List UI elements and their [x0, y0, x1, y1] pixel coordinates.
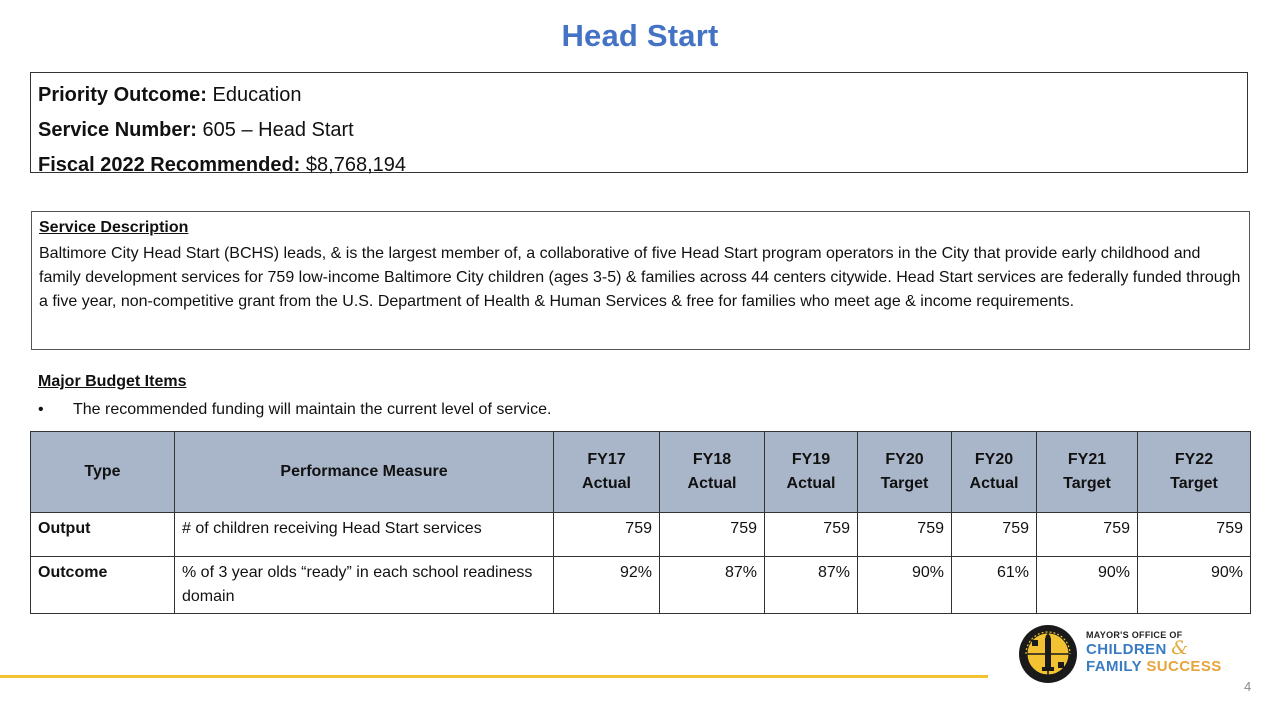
- header-fy20-actual: FY20 Actual: [952, 432, 1037, 513]
- fiscal-recommended-line: [38, 148, 1240, 183]
- priority-outcome-line: [38, 78, 1240, 113]
- row-type-cell: Output: [31, 513, 175, 557]
- header-type: Type: [31, 432, 175, 513]
- value-cell: 759: [1037, 513, 1138, 557]
- value-cell: 759: [858, 513, 952, 557]
- value-cell: 90%: [1037, 557, 1138, 614]
- service-description-box: [31, 211, 1250, 350]
- value-cell: 759: [1138, 513, 1251, 557]
- value-cell: 759: [660, 513, 765, 557]
- page-title: Head Start: [561, 18, 719, 53]
- value-cell: 87%: [660, 557, 765, 614]
- logo-wordmark: [1086, 630, 1222, 675]
- major-budget-items-heading: Major Budget Items: [38, 373, 187, 390]
- header-fy18-actual: FY18 Actual: [660, 432, 765, 513]
- logo-line-3: FAMILY SUCCESS: [1086, 658, 1222, 675]
- value-cell: 92%: [554, 557, 660, 614]
- service-number-label: Service Number:: [38, 119, 197, 141]
- row-measure-cell: % of 3 year olds “ready” in each school readiness domain: [175, 557, 554, 614]
- service-number-value: 605 – Head Start: [202, 119, 354, 141]
- logo-line-1: MAYOR'S OFFICE OF: [1086, 630, 1183, 640]
- fiscal-recommended-value: $8,768,194: [305, 154, 407, 176]
- table-row: [31, 513, 1251, 557]
- table-row: [31, 557, 1251, 614]
- header-fy22-target: FY22 Target: [1138, 432, 1251, 513]
- priority-outcome-value: Education: [212, 84, 302, 106]
- performance-measures-table: [30, 431, 1251, 614]
- value-cell: 759: [765, 513, 858, 557]
- row-measure-cell: # of children receiving Head Start services: [175, 513, 554, 557]
- service-info-box: [30, 72, 1248, 176]
- mayors-office-logo: [1018, 624, 1258, 684]
- service-description-heading: Service Description: [39, 219, 189, 236]
- budget-item-text: The recommended funding will maintain the current level of service.: [73, 401, 552, 418]
- value-cell: 759: [554, 513, 660, 557]
- priority-outcome-label: Priority Outcome:: [38, 84, 207, 106]
- baltimore-city-seal-icon: [1018, 624, 1078, 684]
- value-cell: 90%: [858, 557, 952, 614]
- value-cell: 61%: [952, 557, 1037, 614]
- table-header-row: [31, 432, 1251, 513]
- header-fy20-target: FY20 Target: [858, 432, 952, 513]
- accent-divider-line: [0, 675, 988, 678]
- row-type-cell: Outcome: [31, 557, 175, 614]
- logo-line-2: CHILDREN &: [1086, 637, 1189, 659]
- value-cell: 90%: [1138, 557, 1251, 614]
- bullet-icon: •: [38, 401, 44, 418]
- header-fy19-actual: FY19 Actual: [765, 432, 858, 513]
- value-cell: 87%: [765, 557, 858, 614]
- header-performance-measure: Performance Measure: [175, 432, 554, 513]
- service-number-line: [38, 113, 1240, 148]
- page-number: 4: [1244, 679, 1252, 694]
- header-fy21-target: FY21 Target: [1037, 432, 1138, 513]
- service-description-text: Baltimore City Head Start (BCHS) leads, & is the largest member of, a collaborative of five Head Start program operators in the City that provide early childhood and family development services for 759 low-income Baltimore City children (ages 3-5) & families across 44 centers citywide. Head Start services are federally funded through a five year, non-competitive grant from the U.S. Department of Health & Human Services & free for families who meet age & income requirements.: [39, 245, 1241, 310]
- header-fy17-actual: FY17 Actual: [554, 432, 660, 513]
- fiscal-recommended-label: Fiscal 2022 Recommended:: [38, 154, 301, 176]
- budget-item: [38, 401, 551, 419]
- value-cell: 759: [952, 513, 1037, 557]
